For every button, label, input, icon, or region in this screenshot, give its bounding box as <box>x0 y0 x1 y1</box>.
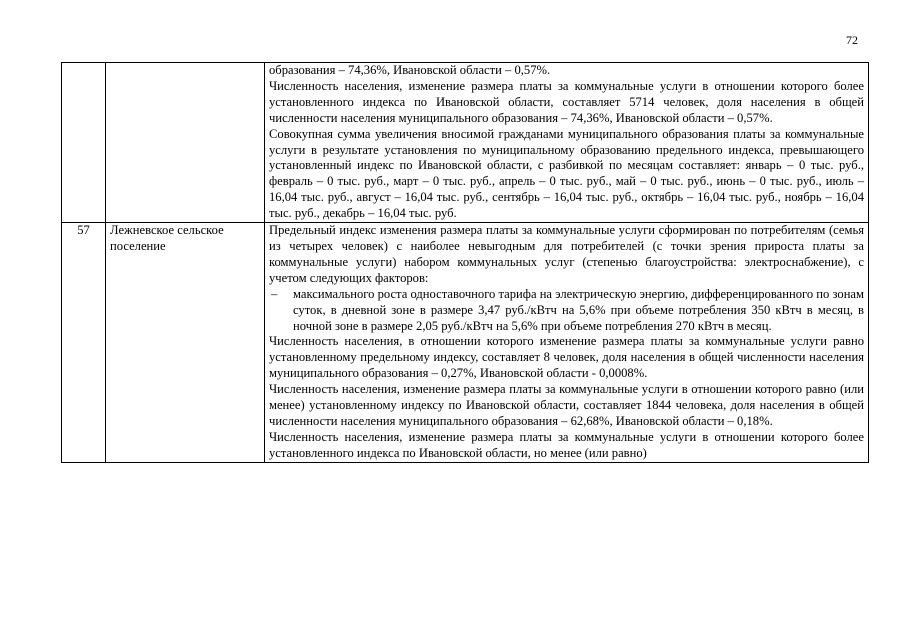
paragraph: Совокупная сумма увеличения вносимой гражданами муниципального образования платы за коммунальные услуги в результате установления по муниципальному образованию предельного индекса, превышающего установленный индекс по Ивановской области, с разбивкой по месяцам составляет: январь – 0 тыс. руб., февраль – 0 тыс. руб., март – 0 тыс. руб., апрель – 0 тыс. руб., май – 0 тыс. руб., июнь – 0 тыс. руб., июль – 16,04 тыс. руб., август – 16,04 тыс. руб., сентябрь – 16,04 тыс. руб., октябрь – 16,04 тыс. руб., ноябрь – 16,04 тыс. руб., декабрь – 16,04 тыс. руб. <box>269 126 864 221</box>
municipality-name-cell: Лежневское сельское поселение <box>106 223 265 463</box>
page-number: 72 <box>846 33 858 47</box>
paragraph: Численность населения, изменение размера платы за коммунальные услуги в отношении которого более установленного индекса по Ивановской области, но менее (или равно) <box>269 429 864 460</box>
list-item <box>269 287 864 335</box>
paragraph: Численность населения, изменение размера платы за коммунальные услуги в отношении которого равно (или менее) установленному индексу по Ивановской области, составляет 1844 человека, доля населения в общей численности населения муниципального образования – 62,68%, Ивановской области – 0,18%. <box>269 382 864 428</box>
paragraph: Численность населения, в отношении которого изменение размера платы за коммунальные услуги равно установленному предельному индексу, составляет 8 человек, доля населения в общей численности населения муниципального образования – 0,27%, Ивановской области - 0,0008%. <box>269 334 864 381</box>
municipality-name-cell <box>106 63 265 223</box>
list-dash: – <box>271 286 278 301</box>
table-row <box>62 63 869 223</box>
description-cell <box>265 223 869 463</box>
paragraph: образования – 74,36%, Ивановской области – 0,57%. <box>269 63 551 77</box>
description-cell <box>265 63 869 223</box>
list-item-text: максимального роста одноставочного тарифа на электрическую энергию, дифференцированного по зонам суток, в дневной зоне в размере 3,47 руб./кВтч на 5,6% при объеме потребления 350 кВтч в месяц, в ночной зоне в размере 2,05 руб./кВтч на 5,6% при объеме потребления 270 кВтч в месяц. <box>293 286 864 333</box>
row-number-cell <box>62 63 106 223</box>
paragraph: Численность населения, изменение размера платы за коммунальные услуги в отношении которого более установленного индекса по Ивановской области, составляет 5714 человек, доля населения в общей численности населения муниципального образования – 74,36%, Ивановской области – 0,57%. <box>269 78 864 125</box>
row-number-cell: 57 <box>62 223 106 463</box>
table-row <box>62 223 869 463</box>
paragraph: Предельный индекс изменения размера платы за коммунальные услуги сформирован по потребителям (семья из четырех человек) с наиболее невыгодным для потребителей (с точки зрения прироста платы за коммунальные услуги) набором коммунальных услуг (степенью благоустройства: электроснабжение), с учетом следующих факторов: <box>269 223 864 285</box>
document-table <box>61 62 869 463</box>
